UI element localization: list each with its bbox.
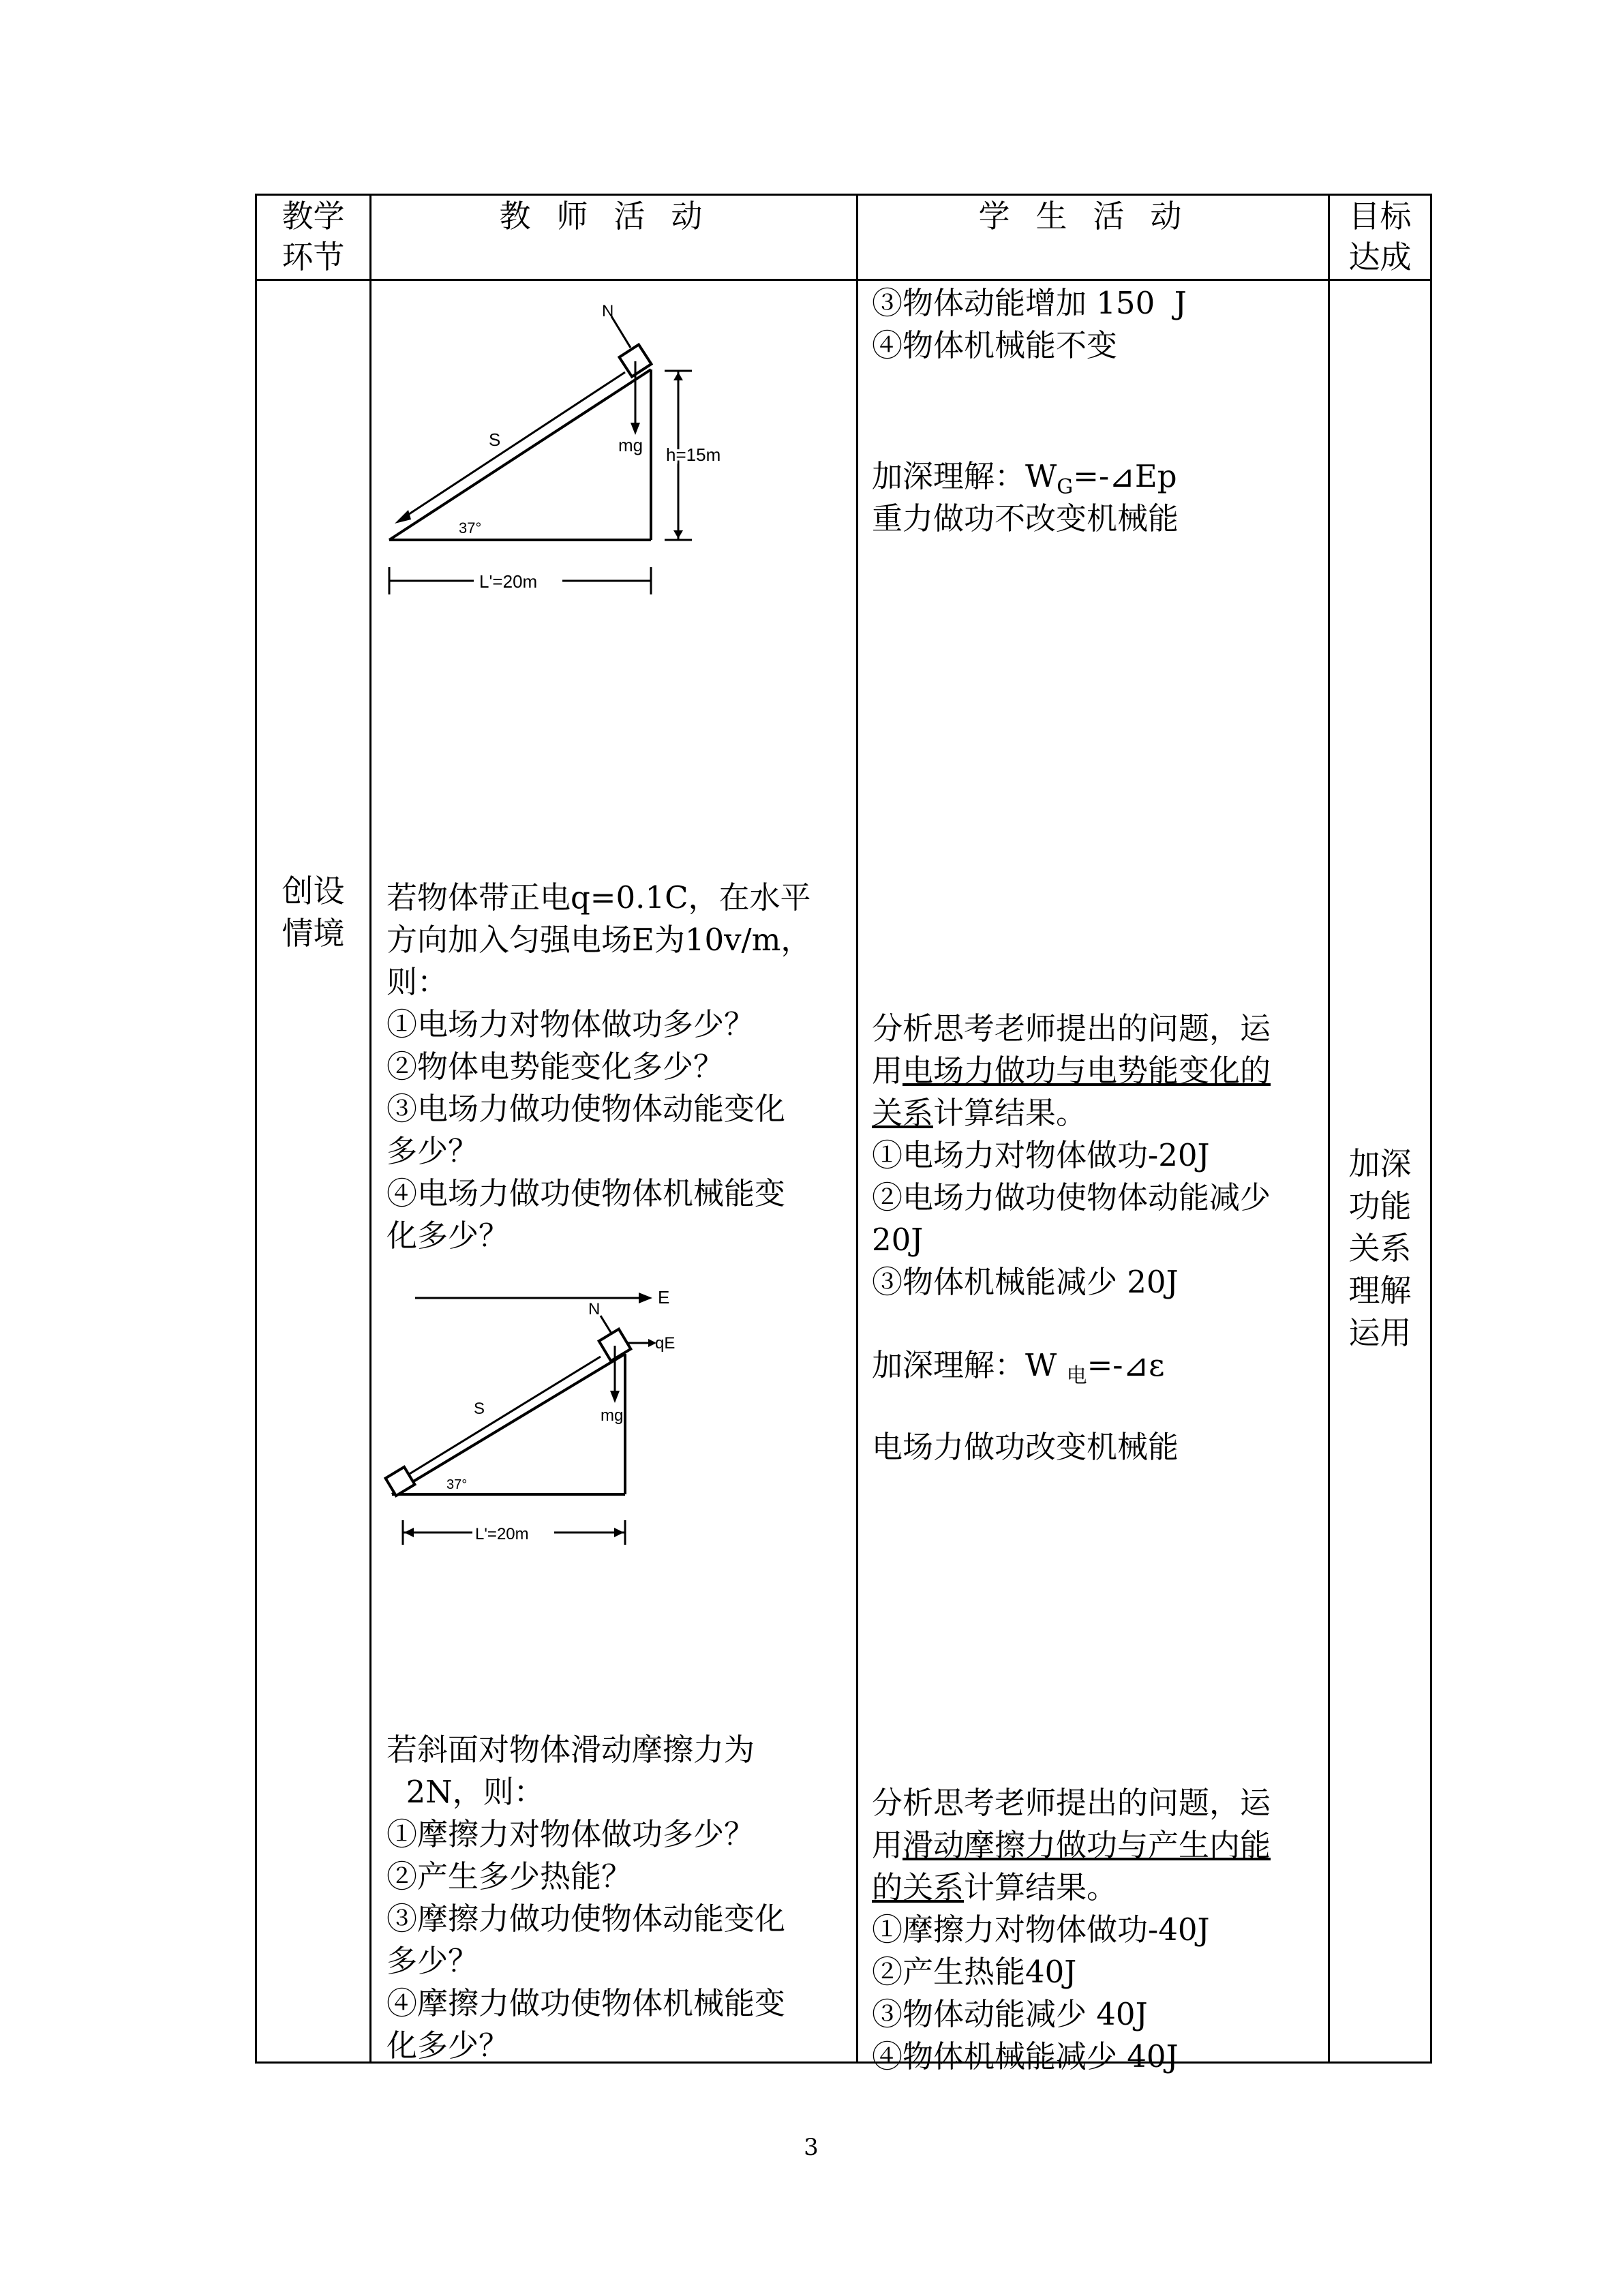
student-block2-deep-suffix: =-⊿ε	[1087, 1347, 1165, 1383]
goal-line-2: 功能	[1348, 1188, 1412, 1224]
student-block3-r1: ①摩擦力对物体做功-40J	[872, 1912, 1210, 1948]
student-block2-intro1: 分析思考老师提出的问题，运	[872, 1010, 1271, 1046]
header-student-label: 学生活动	[978, 198, 1208, 235]
goal-line-5: 运用	[1348, 1314, 1412, 1351]
student-activity-cell	[858, 280, 1329, 2074]
student-block2-r2b: 20J	[872, 1222, 924, 1258]
teacher-block2-q4b: 化多少？	[386, 1218, 510, 1254]
student-block1-l1: ③物体动能增加 150 J	[872, 285, 1187, 321]
diagram2-qe-label: qE	[655, 1334, 676, 1353]
teacher-block2-q3a: ③电场力做功使物体动能变化	[386, 1091, 786, 1127]
student-block2-intro3-b: 计算结果。	[933, 1095, 1087, 1131]
student-block2-deep	[872, 1344, 1165, 1398]
student-block3-intro2	[872, 1824, 1271, 1867]
teacher-block2-line3: 则：	[386, 964, 449, 1000]
student-block2-deep-sub: 电	[1066, 1364, 1087, 1388]
diagram1-h-label: h=15m	[666, 444, 721, 465]
student-block3-intro3	[872, 1867, 1117, 1909]
header-goal-line1: 目标	[1348, 198, 1412, 235]
table-header-row	[256, 195, 1431, 280]
teacher-block2-q1: ①电场力对物体做功多少？	[386, 1006, 755, 1042]
goal-line-4: 理解	[1348, 1272, 1412, 1309]
student-block3-intro3-b: 计算结果。	[964, 1869, 1118, 1905]
student-block3-intro1: 分析思考老师提出的问题，运	[872, 1785, 1271, 1821]
table-row-scenario	[256, 280, 1431, 2063]
goal-cell	[1329, 280, 1431, 2063]
student-block2-r1: ①电场力对物体做功-20J	[872, 1137, 1210, 1173]
student-block3-r3: ③物体动能减少 40J	[872, 1996, 1148, 2032]
student-block2-deep-prefix: 加深理解：W	[872, 1347, 1067, 1383]
header-stage-line2: 环节	[282, 239, 345, 275]
diagram2-s-label: S	[474, 1400, 485, 1418]
teacher-block3-q2: ②产生多少热能？	[386, 1858, 633, 1894]
diagram1-mg-label: mg	[618, 435, 643, 455]
teacher-block3-q1: ①摩擦力对物体做功多少？	[386, 1816, 755, 1852]
student-block2-r2a: ②电场力做功使物体动能减少	[872, 1179, 1271, 1215]
teacher-block2-line2: 方向加入匀强电场E为10v/m，	[386, 922, 812, 958]
student-block1-deep-prefix: 加深理解：W	[872, 458, 1057, 494]
teacher-block3-q3b: 多少？	[386, 1943, 479, 1979]
diagram1-n-label: N	[602, 302, 614, 320]
header-stage-line1: 教学	[282, 198, 345, 235]
student-block1-l2: ④物体机械能不变	[872, 327, 1118, 363]
student-block1-deep-sub: G	[1057, 475, 1074, 499]
goal-line-1: 加深	[1348, 1145, 1412, 1182]
goal-line-3: 关系	[1348, 1230, 1412, 1267]
header-stage	[256, 195, 371, 280]
teacher-block3-q3a: ③摩擦力做功使物体动能变化	[386, 1901, 786, 1937]
student-block3-intro3-underlined: 的关系	[872, 1869, 965, 1905]
incline-diagram-gravity	[371, 281, 858, 608]
teacher-block3-line2: 2N，则：	[386, 1774, 545, 1810]
lesson-plan-table	[255, 194, 1432, 2074]
student-block2-intro2-a: 用	[872, 1053, 903, 1089]
student-block1-l4: 重力做功不改变机械能	[872, 500, 1179, 537]
diagram2-n-label: N	[588, 1300, 601, 1318]
page-number: 3	[804, 2134, 819, 2161]
student-block2-intro2	[872, 1050, 1271, 1092]
header-goal	[1329, 195, 1431, 280]
student-block2-intro3	[872, 1092, 1087, 1134]
teacher-block2-q3b: 多少？	[386, 1133, 479, 1169]
teacher-block3-line1: 若斜面对物体滑动摩擦力为	[386, 1732, 755, 1768]
student-block2-intro3-underlined: 关系	[872, 1095, 934, 1131]
student-block3-intro2-underlined: 滑动摩擦力做功与产生内能	[902, 1827, 1271, 1863]
student-block3-r2: ②产生热能40J	[872, 1954, 1077, 1990]
diagram1-s-label: S	[489, 429, 501, 450]
student-block3-intro2-a: 用	[872, 1827, 903, 1863]
diagram2-e-label: E	[658, 1287, 670, 1308]
student-block1-deep-suffix: =-⊿Ep	[1073, 458, 1177, 494]
stage-label-line1: 创设	[282, 873, 345, 909]
teacher-block2-line1: 若物体带正电q=0.1C，在水平	[386, 879, 811, 916]
student-block2-intro2-underlined: 电场力做功与电势能变化的	[902, 1053, 1271, 1089]
student-block2-conclusion: 电场力做功改变机械能	[872, 1429, 1179, 1465]
teacher-activity-cell	[371, 280, 858, 2063]
diagram2-l-label: L'=20m	[475, 1525, 529, 1543]
header-goal-line2: 达成	[1348, 239, 1412, 275]
stage-cell	[256, 280, 371, 2063]
header-student-activity	[858, 195, 1329, 280]
incline-diagram-electric	[371, 1263, 858, 1549]
diagram2-angle-label: 37°	[446, 1477, 468, 1492]
teacher-block3-q4b: 化多少？	[386, 2027, 510, 2064]
student-block2-r3: ③物体机械能减少 20J	[872, 1264, 1179, 1300]
diagram1-l-label: L'=20m	[479, 571, 538, 592]
diagram2-mg-label: mg	[601, 1406, 624, 1425]
diagram1-angle-label: 37°	[459, 519, 482, 537]
stage-label-line2: 情境	[282, 915, 345, 952]
teacher-block2-q4a: ④电场力做功使物体机械能变	[386, 1175, 786, 1211]
header-teacher-label: 教师活动	[499, 198, 729, 235]
student-block3-r4: ④物体机械能减少 40J	[872, 2038, 1179, 2074]
teacher-block3-q4a: ④摩擦力做功使物体机械能变	[386, 1985, 786, 2021]
header-teacher-activity	[371, 195, 858, 280]
teacher-block2-q2: ②物体电势能变化多少？	[386, 1048, 725, 1085]
